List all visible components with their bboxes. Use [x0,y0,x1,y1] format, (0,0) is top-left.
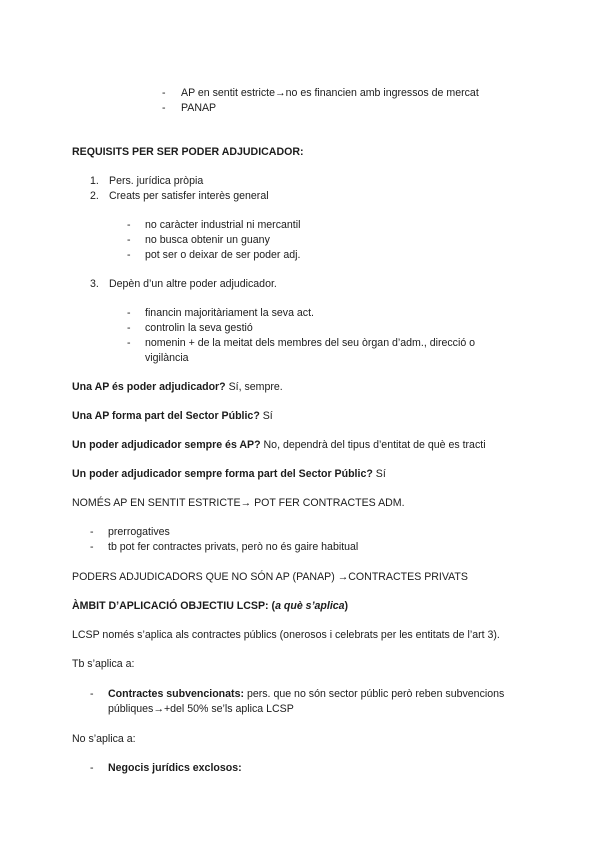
list-item: no busca obtenir un guany [145,234,270,246]
qa-line [72,381,283,394]
qa-answer: Sí, sempre. [225,381,283,393]
ambit-heading-text: ÀMBIT D’APLICACIÓ OBJECTIU LCSP: [72,600,272,612]
list-dash: - [127,307,131,319]
lcsp-line: LCSP només s’aplica als contractes públics (onerosos i celebrats per les entitats de l’art 3). [72,629,500,641]
list-dash: - [162,87,166,99]
section-heading-requisits: REQUISITS PER SER PODER ADJUDICADOR: [72,146,304,158]
list-item: AP en sentit estricte→no es financien amb ingressos de mercat [181,87,479,99]
qa-line [72,439,486,452]
list-item: prerrogatives [108,526,170,538]
tb-aplica-line: Tb s’aplica a: [72,658,135,670]
subv-text: pers. que no són sector públic però reben subvencions [244,688,505,700]
poders-line: PODERS ADJUDICADORS QUE NO SÓN AP (PANAP) →CONTRACTES PRIVATS [72,571,468,583]
qa-line [72,410,273,423]
no-aplica-line: No s’aplica a: [72,733,136,745]
list-item-continuation: públiques→+del 50% se’ls aplica LCSP [108,703,294,715]
list-number: 1. [90,175,99,187]
list-item: Depèn d’un altre poder adjudicador. [109,278,277,290]
list-dash: - [162,102,166,114]
ambit-italic: a què s’aplica [275,600,345,612]
list-item: pot ser o deixar de ser poder adj. [145,249,301,261]
list-item: controlin la seva gestió [145,322,253,334]
section-heading-ambit [72,600,348,613]
list-dash: - [90,688,94,700]
list-item: tb pot fer contractes privats, però no és gaire habitual [108,541,359,553]
list-dash: - [127,219,131,231]
list-dash: - [90,762,94,774]
list-item-continuation: vigilància [145,352,189,364]
list-dash: - [127,249,131,261]
list-item: Creats per satisfer interès general [109,190,269,202]
list-dash: - [90,526,94,538]
qa-answer: Sí [372,468,386,480]
qa-question: Un poder adjudicador sempre és AP? [72,439,261,451]
subv-bold: Contractes subvencionats: [108,688,244,700]
list-item: no caràcter industrial ni mercantil [145,219,301,231]
list-dash: - [90,541,94,553]
qa-question: Un poder adjudicador sempre forma part del Sector Públic? [72,468,373,480]
list-dash: - [127,322,131,334]
list-item: Negocis jurídics exclosos: [108,762,242,774]
qa-line [72,468,386,481]
list-item: Pers. jurídica pròpia [109,175,204,187]
qa-answer: Sí [259,410,273,422]
nomes-ap-line: NOMÉS AP EN SENTIT ESTRICTE→ POT FER CONTRACTES ADM. [72,497,405,509]
list-number: 2. [90,190,99,202]
ambit-paren-close: ) [344,600,349,612]
list-item [108,688,504,701]
list-dash: - [127,234,131,246]
list-item: financin majoritàriament la seva act. [145,307,314,319]
qa-answer: No, dependrà del tipus d’entitat de què es tracti [260,439,486,451]
qa-question: Una AP forma part del Sector Públic? [72,410,260,422]
ambit-paren-open: ( [271,600,276,612]
list-item: PANAP [181,102,217,114]
list-item: nomenin + de la meitat dels membres del seu òrgan d’adm., direcció o [145,337,476,349]
qa-question: Una AP és poder adjudicador? [72,381,226,393]
list-number: 3. [90,278,99,290]
list-dash: - [127,337,131,349]
